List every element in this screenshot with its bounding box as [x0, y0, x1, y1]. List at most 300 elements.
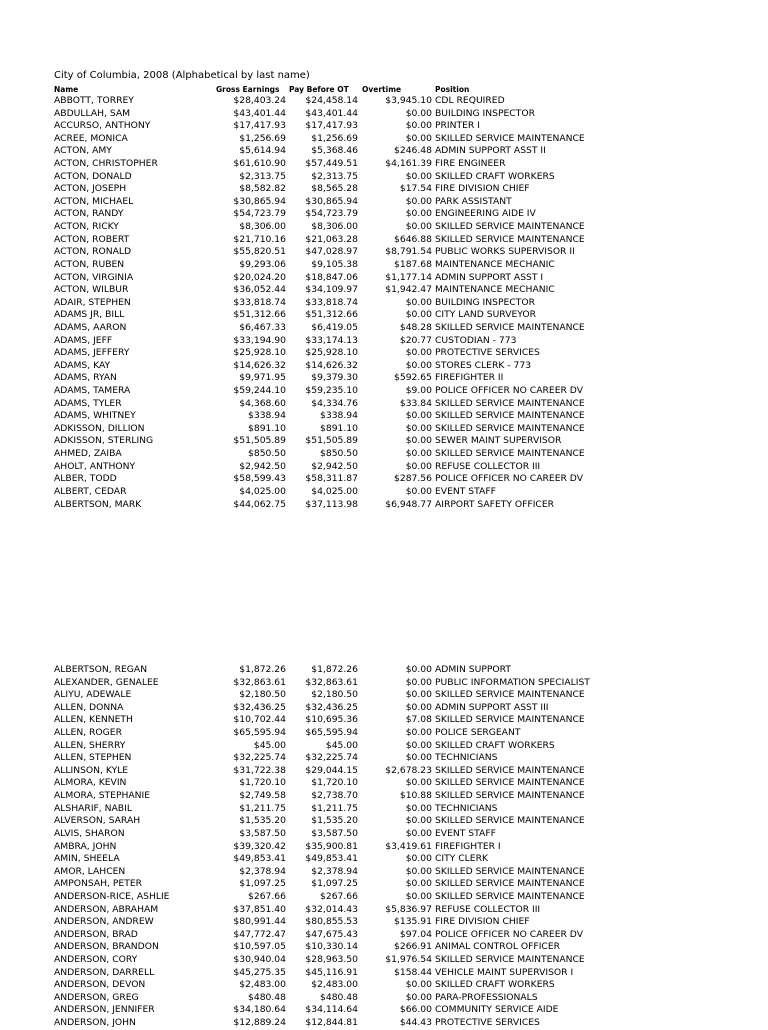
table-row	[0, 322, 768, 335]
header-position: Position	[435, 85, 470, 94]
table-row	[0, 929, 768, 942]
document-title: City of Columbia, 2008 (Alphabetical by last name)	[54, 70, 310, 81]
position: PUBLIC WORKS SUPERVISOR II	[435, 246, 575, 258]
position: ADMIN SUPPORT ASST II	[435, 145, 546, 157]
position: FIREFIGHTER I	[435, 840, 501, 852]
table-row	[0, 435, 768, 448]
position: SKILLED SERVICE MAINTENANCE	[435, 689, 585, 701]
overtime: $0.00	[405, 827, 432, 839]
gross-earnings: $55,820.51	[233, 246, 286, 258]
gross-earnings: $21,710.16	[233, 233, 286, 245]
overtime: $0.00	[405, 815, 432, 827]
pay-before-ot: $2,378.94	[311, 865, 358, 877]
table-row	[0, 410, 768, 423]
overtime: $48.28	[399, 321, 432, 333]
gross-earnings: $8,306.00	[239, 221, 286, 233]
overtime: $0.00	[405, 727, 432, 739]
gross-earnings: $1,256.69	[239, 132, 286, 144]
position: POLICE OFFICER NO CAREER DV	[435, 928, 583, 940]
employee-name: ANDERSON, GREG	[54, 991, 139, 1003]
position: SKILLED SERVICE MAINTENANCE	[435, 397, 585, 409]
position: ADMIN SUPPORT ASST I	[435, 271, 544, 283]
pay-before-ot: $58,311.87	[305, 473, 358, 485]
position: VEHICLE MAINT SUPERVISOR I	[435, 966, 574, 978]
table-row	[0, 1017, 768, 1030]
overtime: $3,419.61	[385, 840, 432, 852]
pay-before-ot: $34,114.64	[305, 1004, 358, 1016]
gross-earnings: $28,403.24	[233, 95, 286, 106]
table-row	[0, 727, 768, 740]
gross-earnings: $39,320.42	[233, 840, 286, 852]
table-row	[0, 765, 768, 778]
gross-earnings: $61,610.90	[233, 158, 286, 170]
gross-earnings: $3,587.50	[239, 827, 286, 839]
table-row	[0, 196, 768, 209]
employee-name: ACTON, WILBUR	[54, 284, 129, 296]
pay-before-ot: $2,313.75	[311, 170, 358, 182]
pay-before-ot: $57,449.51	[305, 158, 358, 170]
position: SKILLED SERVICE MAINTENANCE	[435, 321, 585, 333]
table-row	[0, 499, 768, 512]
position: SKILLED CRAFT WORKERS	[435, 979, 555, 991]
pay-before-ot: $24,458.14	[305, 95, 358, 106]
gross-earnings: $51,505.89	[233, 435, 286, 447]
table-row	[0, 183, 768, 196]
position: SKILLED SERVICE MAINTENANCE	[435, 954, 585, 966]
gross-earnings: $12,889.24	[233, 1017, 286, 1029]
position: CUSTODIAN - 773	[435, 334, 517, 346]
table-row	[0, 689, 768, 702]
pay-before-ot: $12,844.81	[305, 1017, 358, 1029]
overtime: $0.00	[405, 195, 432, 207]
position: TECHNICIANS	[435, 752, 498, 764]
table-row	[0, 916, 768, 929]
position: CITY CLERK	[435, 853, 489, 865]
position: PUBLIC INFORMATION SPECIALIST	[435, 676, 590, 688]
gross-earnings: $1,720.10	[239, 777, 286, 789]
position: SKILLED SERVICE MAINTENANCE	[435, 865, 585, 877]
table-row	[0, 967, 768, 980]
table-row	[0, 803, 768, 816]
overtime: $158.44	[394, 966, 432, 978]
column-headers	[0, 85, 768, 95]
gross-earnings: $9,971.95	[239, 372, 286, 384]
overtime: $0.00	[405, 296, 432, 308]
overtime: $592.65	[394, 372, 432, 384]
employee-name: ADKISSON, DILLION	[54, 422, 145, 434]
gross-earnings: $4,368.60	[239, 397, 286, 409]
earnings-table-block-1	[0, 95, 768, 511]
employee-name: ACTON, VIRGINIA	[54, 271, 134, 283]
position: PRINTER I	[435, 120, 480, 132]
gross-earnings: $891.10	[248, 422, 286, 434]
pay-before-ot: $32,436.25	[305, 701, 358, 713]
pay-before-ot: $2,483.00	[311, 979, 358, 991]
position: FIRE DIVISION CHIEF	[435, 183, 530, 195]
overtime: $4,161.39	[385, 158, 432, 170]
employee-name: ALBERTSON, REGAN	[54, 664, 148, 675]
position: BUILDING INSPECTOR	[435, 296, 535, 308]
employee-name: ANDERSON, BRANDON	[54, 941, 159, 953]
position: SKILLED SERVICE MAINTENANCE	[435, 221, 585, 233]
pay-before-ot: $51,312.66	[305, 309, 358, 321]
employee-name: ANDERSON, ANDREW	[54, 916, 154, 928]
position: SKILLED SERVICE MAINTENANCE	[435, 878, 585, 890]
gross-earnings: $47,772.47	[233, 928, 286, 940]
employee-name: ANDERSON, DARRELL	[54, 966, 155, 978]
overtime: $5,836.97	[385, 903, 432, 915]
table-row	[0, 752, 768, 765]
position: SKILLED SERVICE MAINTENANCE	[435, 132, 585, 144]
employee-name: ALMORA, STEPHANIE	[54, 790, 151, 802]
position: PROTECTIVE SERVICES	[435, 1017, 540, 1029]
overtime: $246.48	[394, 145, 432, 157]
pay-before-ot: $4,334.76	[311, 397, 358, 409]
overtime: $0.00	[405, 676, 432, 688]
pay-before-ot: $2,942.50	[311, 460, 358, 472]
table-row	[0, 297, 768, 310]
pay-before-ot: $37,113.98	[305, 498, 358, 510]
employee-name: ALSHARIF, NABIL	[54, 802, 132, 814]
overtime: $9.00	[405, 385, 432, 397]
pay-before-ot: $4,025.00	[311, 485, 358, 497]
table-row	[0, 702, 768, 715]
employee-name: ADAMS, RYAN	[54, 372, 117, 384]
employee-name: ACTON, AMY	[54, 145, 112, 157]
overtime: $0.00	[405, 777, 432, 789]
gross-earnings: $80,991.44	[233, 916, 286, 928]
overtime: $0.00	[405, 979, 432, 991]
gross-earnings: $45,275.35	[233, 966, 286, 978]
overtime: $0.00	[405, 132, 432, 144]
gross-earnings: $30,940.04	[233, 954, 286, 966]
employee-name: ALVERSON, SARAH	[54, 815, 141, 827]
overtime: $187.68	[394, 258, 432, 270]
overtime: $10.88	[399, 790, 432, 802]
table-row	[0, 664, 768, 677]
gross-earnings: $8,582.82	[239, 183, 286, 195]
pay-before-ot: $1,720.10	[311, 777, 358, 789]
pay-before-ot: $54,723.79	[305, 208, 358, 220]
employee-name: ANDERSON, JENNIFER	[54, 1004, 155, 1016]
position: FIRE ENGINEER	[435, 158, 506, 170]
employee-name: ACTON, RONALD	[54, 246, 132, 258]
employee-name: ADAMS, WHITNEY	[54, 410, 136, 422]
gross-earnings: $14,626.32	[233, 359, 286, 371]
position: REFUSE COLLECTOR III	[435, 460, 541, 472]
overtime: $1,942.47	[385, 284, 432, 296]
gross-earnings: $6,467.33	[239, 321, 286, 333]
gross-earnings: $2,313.75	[239, 170, 286, 182]
pay-before-ot: $43,401.44	[305, 107, 358, 119]
employee-name: AMIN, SHEELA	[54, 853, 120, 865]
table-row	[0, 740, 768, 753]
pay-before-ot: $1,097.25	[311, 878, 358, 890]
overtime: $66.00	[399, 1004, 432, 1016]
position: SKILLED SERVICE MAINTENANCE	[435, 422, 585, 434]
position: CDL REQUIRED	[435, 95, 505, 106]
pay-before-ot: $10,330.14	[305, 941, 358, 953]
table-row	[0, 95, 768, 108]
employee-name: ADKISSON, STERLING	[54, 435, 154, 447]
overtime: $0.00	[405, 448, 432, 460]
gross-earnings: $5,614.94	[239, 145, 286, 157]
table-row	[0, 677, 768, 690]
employee-name: ALLEN, DONNA	[54, 701, 124, 713]
position: SKILLED SERVICE MAINTENANCE	[435, 410, 585, 422]
overtime: $0.00	[405, 120, 432, 132]
gross-earnings: $32,436.25	[233, 701, 286, 713]
position: BUILDING INSPECTOR	[435, 107, 535, 119]
table-row	[0, 335, 768, 348]
pay-before-ot: $32,863.61	[305, 676, 358, 688]
position: EVENT STAFF	[435, 485, 496, 497]
table-row	[0, 398, 768, 411]
employee-name: ALBERTSON, MARK	[54, 498, 142, 510]
gross-earnings: $1,097.25	[239, 878, 286, 890]
overtime: $287.56	[394, 473, 432, 485]
overtime: $0.00	[405, 701, 432, 713]
table-row	[0, 992, 768, 1005]
gross-earnings: $2,378.94	[239, 865, 286, 877]
table-row	[0, 1004, 768, 1017]
pay-before-ot: $33,818.74	[305, 296, 358, 308]
overtime: $0.00	[405, 422, 432, 434]
position: COMMUNITY SERVICE AIDE	[435, 1004, 559, 1016]
pay-before-ot: $21,063.28	[305, 233, 358, 245]
position: ANIMAL CONTROL OFFICER	[435, 941, 561, 953]
gross-earnings: $32,863.61	[233, 676, 286, 688]
pay-before-ot: $65,595.94	[305, 727, 358, 739]
gross-earnings: $65,595.94	[233, 727, 286, 739]
pay-before-ot: $59,235.10	[305, 385, 358, 397]
position: SKILLED CRAFT WORKERS	[435, 170, 555, 182]
position: SKILLED SERVICE MAINTENANCE	[435, 233, 585, 245]
header-pay-before-ot: Pay Before OT	[289, 85, 349, 94]
gross-earnings: $10,597.05	[233, 941, 286, 953]
position: STORES CLERK - 773	[435, 359, 532, 371]
pay-before-ot: $51,505.89	[305, 435, 358, 447]
table-row	[0, 486, 768, 499]
pay-before-ot: $2,180.50	[311, 689, 358, 701]
employee-name: ACTON, JOSEPH	[54, 183, 127, 195]
table-row	[0, 941, 768, 954]
position: SKILLED CRAFT WORKERS	[435, 739, 555, 751]
position: POLICE OFFICER NO CAREER DV	[435, 385, 583, 397]
gross-earnings: $33,194.90	[233, 334, 286, 346]
position: SKILLED SERVICE MAINTENANCE	[435, 890, 585, 902]
pay-before-ot: $25,928.10	[305, 347, 358, 359]
pay-before-ot: $28,963.50	[305, 954, 358, 966]
gross-earnings: $59,244.10	[233, 385, 286, 397]
pay-before-ot: $1,535.20	[311, 815, 358, 827]
table-row	[0, 828, 768, 841]
table-row	[0, 385, 768, 398]
pay-before-ot: $30,865.94	[305, 195, 358, 207]
table-row	[0, 246, 768, 259]
pay-before-ot: $32,014.43	[305, 903, 358, 915]
position: SKILLED SERVICE MAINTENANCE	[435, 448, 585, 460]
table-row	[0, 221, 768, 234]
overtime: $8,791.54	[385, 246, 432, 258]
overtime: $0.00	[405, 435, 432, 447]
table-row	[0, 904, 768, 917]
pay-before-ot: $267.66	[320, 890, 358, 902]
pay-before-ot: $8,306.00	[311, 221, 358, 233]
overtime: $0.00	[405, 752, 432, 764]
pay-before-ot: $47,028.97	[305, 246, 358, 258]
overtime: $0.00	[405, 802, 432, 814]
table-row	[0, 120, 768, 133]
employee-name: ACTON, RUBEN	[54, 258, 125, 270]
position: SKILLED SERVICE MAINTENANCE	[435, 777, 585, 789]
pay-before-ot: $9,105.38	[311, 258, 358, 270]
employee-name: ANDERSON, DEVON	[54, 979, 146, 991]
pay-before-ot: $49,853.41	[305, 853, 358, 865]
table-row	[0, 714, 768, 727]
pay-before-ot: $17,417.93	[305, 120, 358, 132]
gross-earnings: $34,180.64	[233, 1004, 286, 1016]
gross-earnings: $51,312.66	[233, 309, 286, 321]
gross-earnings: $20,024.20	[233, 271, 286, 283]
employee-name: ANDERSON, ABRAHAM	[54, 903, 159, 915]
gross-earnings: $2,942.50	[239, 460, 286, 472]
table-row	[0, 372, 768, 385]
table-row	[0, 448, 768, 461]
position: ENGINEERING AIDE IV	[435, 208, 536, 220]
overtime: $33.84	[399, 397, 432, 409]
employee-name: ACREE, MONICA	[54, 132, 128, 144]
gross-earnings: $480.48	[248, 991, 286, 1003]
position: SKILLED SERVICE MAINTENANCE	[435, 764, 585, 776]
employee-name: AHOLT, ANTHONY	[54, 460, 136, 472]
overtime: $0.00	[405, 991, 432, 1003]
pay-before-ot: $45.00	[325, 739, 358, 751]
gross-earnings: $44,062.75	[233, 498, 286, 510]
position: REFUSE COLLECTOR III	[435, 903, 541, 915]
gross-earnings: $43,401.44	[233, 107, 286, 119]
overtime: $0.00	[405, 878, 432, 890]
overtime: $1,177.14	[385, 271, 432, 283]
position: SEWER MAINT SUPERVISOR	[435, 435, 562, 447]
header-name: Name	[54, 85, 79, 94]
overtime: $97.04	[399, 928, 432, 940]
position: PROTECTIVE SERVICES	[435, 347, 540, 359]
table-row	[0, 461, 768, 474]
table-row	[0, 309, 768, 322]
employee-name: AMBRA, JOHN	[54, 840, 117, 852]
table-row	[0, 777, 768, 790]
overtime: $3,945.10	[385, 95, 432, 106]
header-overtime: Overtime	[362, 85, 402, 94]
table-row	[0, 815, 768, 828]
pay-before-ot: $1,872.26	[311, 664, 358, 675]
overtime: $0.00	[405, 865, 432, 877]
gross-earnings: $4,025.00	[239, 485, 286, 497]
pay-before-ot: $18,847.06	[305, 271, 358, 283]
pay-before-ot: $80,855.53	[305, 916, 358, 928]
pay-before-ot: $891.10	[320, 422, 358, 434]
employee-name: ADAMS, KAY	[54, 359, 111, 371]
position: POLICE SERGEANT	[435, 727, 521, 739]
employee-name: ANDERSON, CORY	[54, 954, 138, 966]
employee-name: AMPONSAH, PETER	[54, 878, 143, 890]
table-row	[0, 841, 768, 854]
employee-name: ALLINSON, KYLE	[54, 764, 129, 776]
position: CITY LAND SURVEYOR	[435, 309, 537, 321]
gross-earnings: $17,417.93	[233, 120, 286, 132]
employee-name: ADAMS, TYLER	[54, 397, 122, 409]
employee-name: ANDERSON, BRAD	[54, 928, 138, 940]
employee-name: ALLEN, ROGER	[54, 727, 122, 739]
employee-name: ABDULLAH, SAM	[54, 107, 131, 119]
overtime: $646.88	[394, 233, 432, 245]
overtime: $20.77	[399, 334, 432, 346]
pay-before-ot: $34,109.97	[305, 284, 358, 296]
overtime: $0.00	[405, 890, 432, 902]
table-row	[0, 259, 768, 272]
table-row	[0, 954, 768, 967]
pay-before-ot: $32,225.74	[305, 752, 358, 764]
overtime: $0.00	[405, 359, 432, 371]
employee-name: ANDERSON-RICE, ASHLIE	[54, 890, 170, 902]
table-row	[0, 145, 768, 158]
employee-name: ALIYU, ADEWALE	[54, 689, 132, 701]
overtime: $0.00	[405, 221, 432, 233]
position: MAINTENANCE MECHANIC	[435, 284, 555, 296]
gross-earnings: $2,749.58	[239, 790, 286, 802]
overtime: $0.00	[405, 460, 432, 472]
employee-name: ABBOTT, TORREY	[54, 95, 134, 106]
employee-name: ADAMS JR, BILL	[54, 309, 125, 321]
overtime: $0.00	[405, 485, 432, 497]
employee-name: ACTON, RICKY	[54, 221, 119, 233]
position: ADMIN SUPPORT	[435, 664, 511, 675]
gross-earnings: $45.00	[253, 739, 286, 751]
position: FIREFIGHTER II	[435, 372, 504, 384]
employee-name: AHMED, ZAIBA	[54, 448, 122, 460]
pay-before-ot: $9,379.30	[311, 372, 358, 384]
pay-before-ot: $338.94	[320, 410, 358, 422]
table-row	[0, 208, 768, 221]
position: SKILLED SERVICE MAINTENANCE	[435, 714, 585, 726]
table-row	[0, 347, 768, 360]
gross-earnings: $267.66	[248, 890, 286, 902]
table-row	[0, 853, 768, 866]
table-row	[0, 423, 768, 436]
overtime: $0.00	[405, 410, 432, 422]
pay-before-ot: $35,900.81	[305, 840, 358, 852]
employee-name: ALVIS, SHARON	[54, 827, 125, 839]
gross-earnings: $850.50	[248, 448, 286, 460]
employee-name: ALLEN, STEPHEN	[54, 752, 132, 764]
overtime: $6,948.77	[385, 498, 432, 510]
gross-earnings: $9,293.06	[239, 258, 286, 270]
employee-name: ACTON, MICHAEL	[54, 195, 134, 207]
position: POLICE OFFICER NO CAREER DV	[435, 473, 583, 485]
gross-earnings: $1,872.26	[239, 664, 286, 675]
table-row	[0, 979, 768, 992]
overtime: $7.08	[405, 714, 432, 726]
table-row	[0, 158, 768, 171]
overtime: $0.00	[405, 170, 432, 182]
table-row	[0, 234, 768, 247]
table-row	[0, 866, 768, 879]
overtime: $0.00	[405, 739, 432, 751]
overtime: $0.00	[405, 347, 432, 359]
position: EVENT STAFF	[435, 827, 496, 839]
pay-before-ot: $2,738.70	[311, 790, 358, 802]
